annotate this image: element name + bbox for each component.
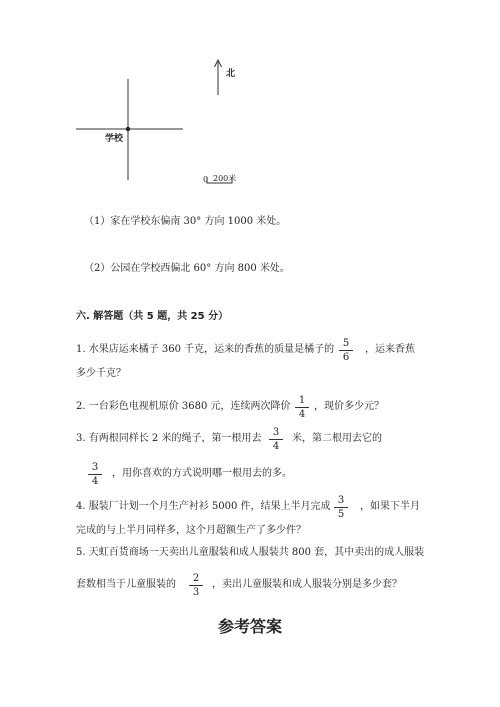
north-label: 北 (226, 69, 236, 79)
fraction-numerator: 3 (337, 495, 345, 506)
scale-zero: 0 (203, 175, 209, 184)
fraction-bar (295, 407, 309, 408)
fraction-bar (88, 474, 102, 475)
fraction-numerator: 5 (342, 338, 350, 349)
sub-question-2: （2）公园在学校西偏北 60° 方向 800 米处。 (84, 263, 290, 274)
fraction-denominator: 5 (337, 509, 345, 520)
problem-4-text-line2: 完成的与上半月同样多，这个月超额生产了多少件？ (76, 525, 306, 536)
fraction-denominator: 4 (272, 441, 280, 452)
problem-3-text-a: 3. 有两根同样长 2 米的绳子，第一根用去 (76, 433, 262, 444)
fraction-bar (334, 507, 348, 508)
fraction-denominator: 6 (342, 352, 350, 363)
problem-5-text-line1: 5. 天虹百货商场一天卖出儿童服装和成人服装共 800 套，其中卖出的成人服装 (76, 547, 425, 558)
section-heading: 六. 解答题（共 5 题，共 25 分） (76, 311, 229, 322)
problem-2-fraction (295, 395, 309, 420)
problem-4-text-b: ，如果下半月 (360, 501, 420, 512)
problem-3-fraction-2 (88, 462, 102, 487)
fraction-bar (269, 439, 283, 440)
scale-value: 200米 (213, 174, 237, 183)
fraction-bar (339, 350, 353, 351)
problem-5-text-b: ，卖出儿童服装和成人服装分别是多少套？ (212, 579, 402, 590)
problem-3-fraction-1 (269, 427, 283, 452)
problem-1-text-b: ，运来香蕉 (365, 344, 415, 355)
problem-5-fraction (189, 573, 203, 598)
fraction-numerator: 3 (91, 462, 99, 473)
fraction-bar (189, 585, 203, 586)
problem-1-text-a: 1. 水果店运来橘子 360 千克，运来的香蕉的质量是橘子的 (76, 344, 335, 355)
problem-3-text-line2: ，用你喜欢的方式说明哪一根用去的多。 (112, 468, 292, 479)
problem-5-text-a: 套数相当于儿童服装的 (76, 579, 176, 590)
problem-1-fraction (339, 338, 353, 363)
answer-heading: 参考答案 (217, 617, 282, 636)
problem-2-text-a: 2. 一台彩色电视机原价 3680 元，连续两次降价 (76, 401, 291, 412)
fraction-denominator: 4 (298, 409, 306, 420)
problem-4-fraction (334, 495, 348, 520)
problem-3-text-b: 米，第二根用去它的 (292, 433, 382, 444)
fraction-numerator: 1 (298, 395, 306, 406)
sub-question-1: （1）家在学校东偏南 30° 方向 1000 米处。 (84, 216, 287, 227)
school-label: 学校 (105, 134, 124, 144)
fraction-numerator: 2 (192, 573, 200, 584)
problem-4-text-a: 4. 服装厂计划一个月生产衬衫 5000 件，结果上半月完成 (76, 501, 331, 512)
direction-diagram (0, 0, 500, 200)
school-point (126, 127, 130, 131)
problem-2-text-b: ，现价多少元？ (314, 401, 384, 412)
fraction-denominator: 3 (192, 587, 200, 598)
fraction-denominator: 4 (91, 476, 99, 487)
problem-1-text-line2: 多少千克？ (76, 368, 126, 379)
fraction-numerator: 3 (272, 427, 280, 438)
